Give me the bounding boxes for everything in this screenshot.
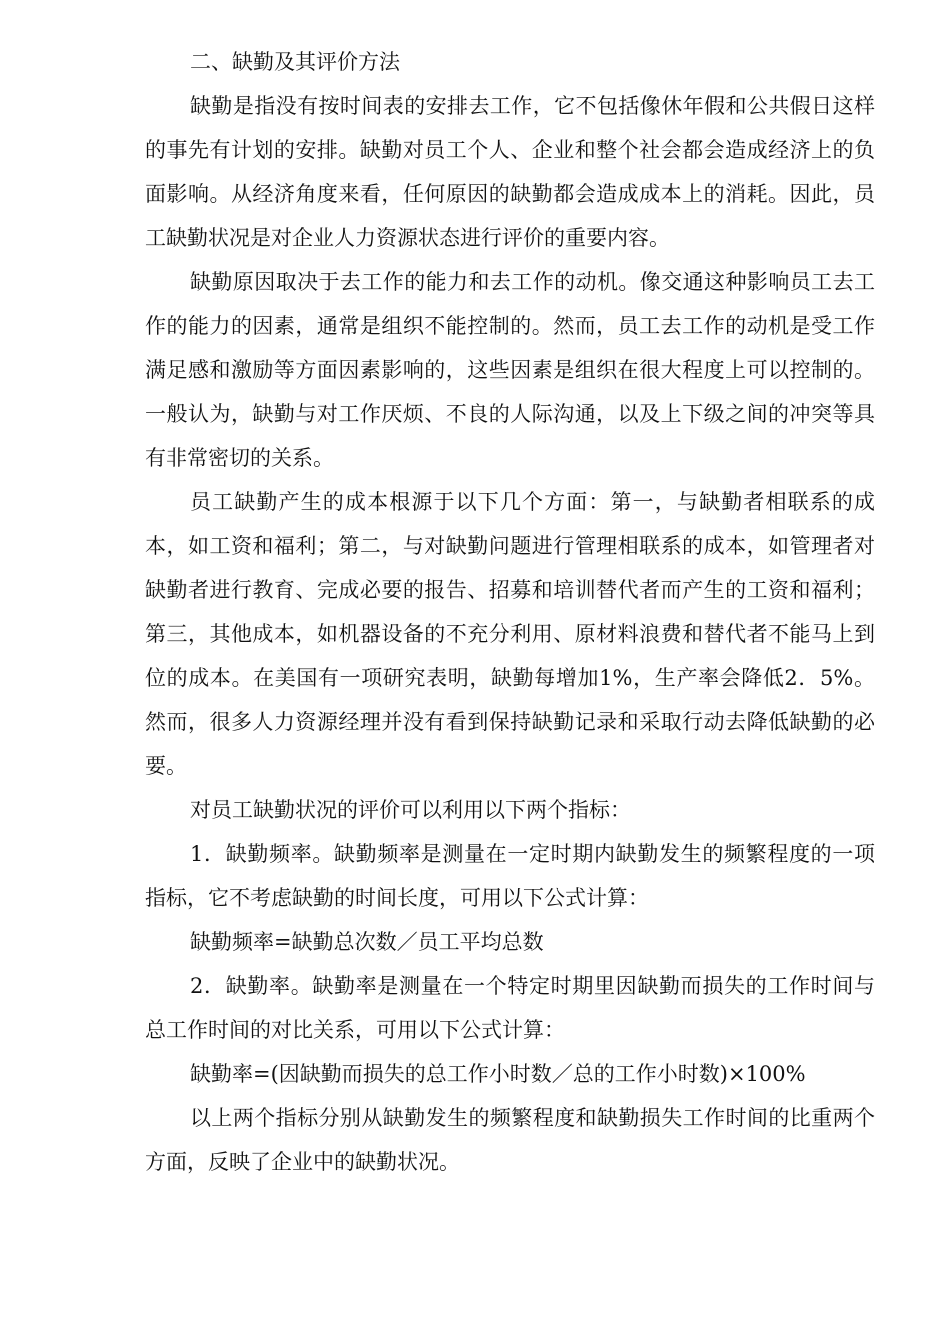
paragraph-summary: 以上两个指标分别从缺勤发生的频繁程度和缺勤损失工作时间的比重两个方面，反映了企业中的缺勤状况。 [145,1106,875,1174]
formula-frequency: 缺勤频率=缺勤总次数／员工平均总数 [190,930,544,954]
paragraph-causes: 缺勤原因取决于去工作的能力和去工作的动机。像交通这种影响员工去工作的能力的因素，通常是组织不能控制的。然而，员工去工作的动机是受工作满足感和激励等方面因素影响的，这些因素是组织在很大程度上可以控制的。一般认为，缺勤与对工作厌烦、不良的人际沟通，以及上下级之间的冲突等具有非常密切的关系。 [145,270,875,470]
formula-rate: 缺勤率=(因缺勤而损失的总工作小时数／总的工作小时数)×100% [190,1062,806,1086]
paragraph-definition: 缺勤是指没有按时间表的安排去工作，它不包括像休年假和公共假日这样的事先有计划的安排。缺勤对员工个人、企业和整个社会都会造成经济上的负面影响。从经济角度来看，任何原因的缺勤都会造成成本上的消耗。因此，员工缺勤状况是对企业人力资源状态进行评价的重要内容。 [145,94,875,250]
document-body [145,40,875,1184]
paragraph-rate: 2．缺勤率。缺勤率是测量在一个特定时期里因缺勤而损失的工作时间与总工作时间的对比关系，可用以下公式计算： [145,974,875,1042]
paragraph-costs: 员工缺勤产生的成本根源于以下几个方面：第一，与缺勤者相联系的成本，如工资和福利；第二，与对缺勤问题进行管理相联系的成本，如管理者对缺勤者进行教育、完成必要的报告、招募和培训替代者而产生的工资和福利；第三，其他成本，如机器设备的不充分利用、原材料浪费和替代者不能马上到位的成本。在美国有一项研究表明，缺勤每增加1%，生产率会降低2．5%。然而，很多人力资源经理并没有看到保持缺勤记录和采取行动去降低缺勤的必要。 [145,490,875,778]
paragraph-frequency: 1．缺勤频率。缺勤频率是测量在一定时期内缺勤发生的频繁程度的一项指标，它不考虑缺勤的时间长度，可用以下公式计算： [145,842,875,910]
section-heading: 二、缺勤及其评价方法 [190,50,400,74]
paragraph-indicators-intro: 对员工缺勤状况的评价可以利用以下两个指标： [190,798,631,822]
